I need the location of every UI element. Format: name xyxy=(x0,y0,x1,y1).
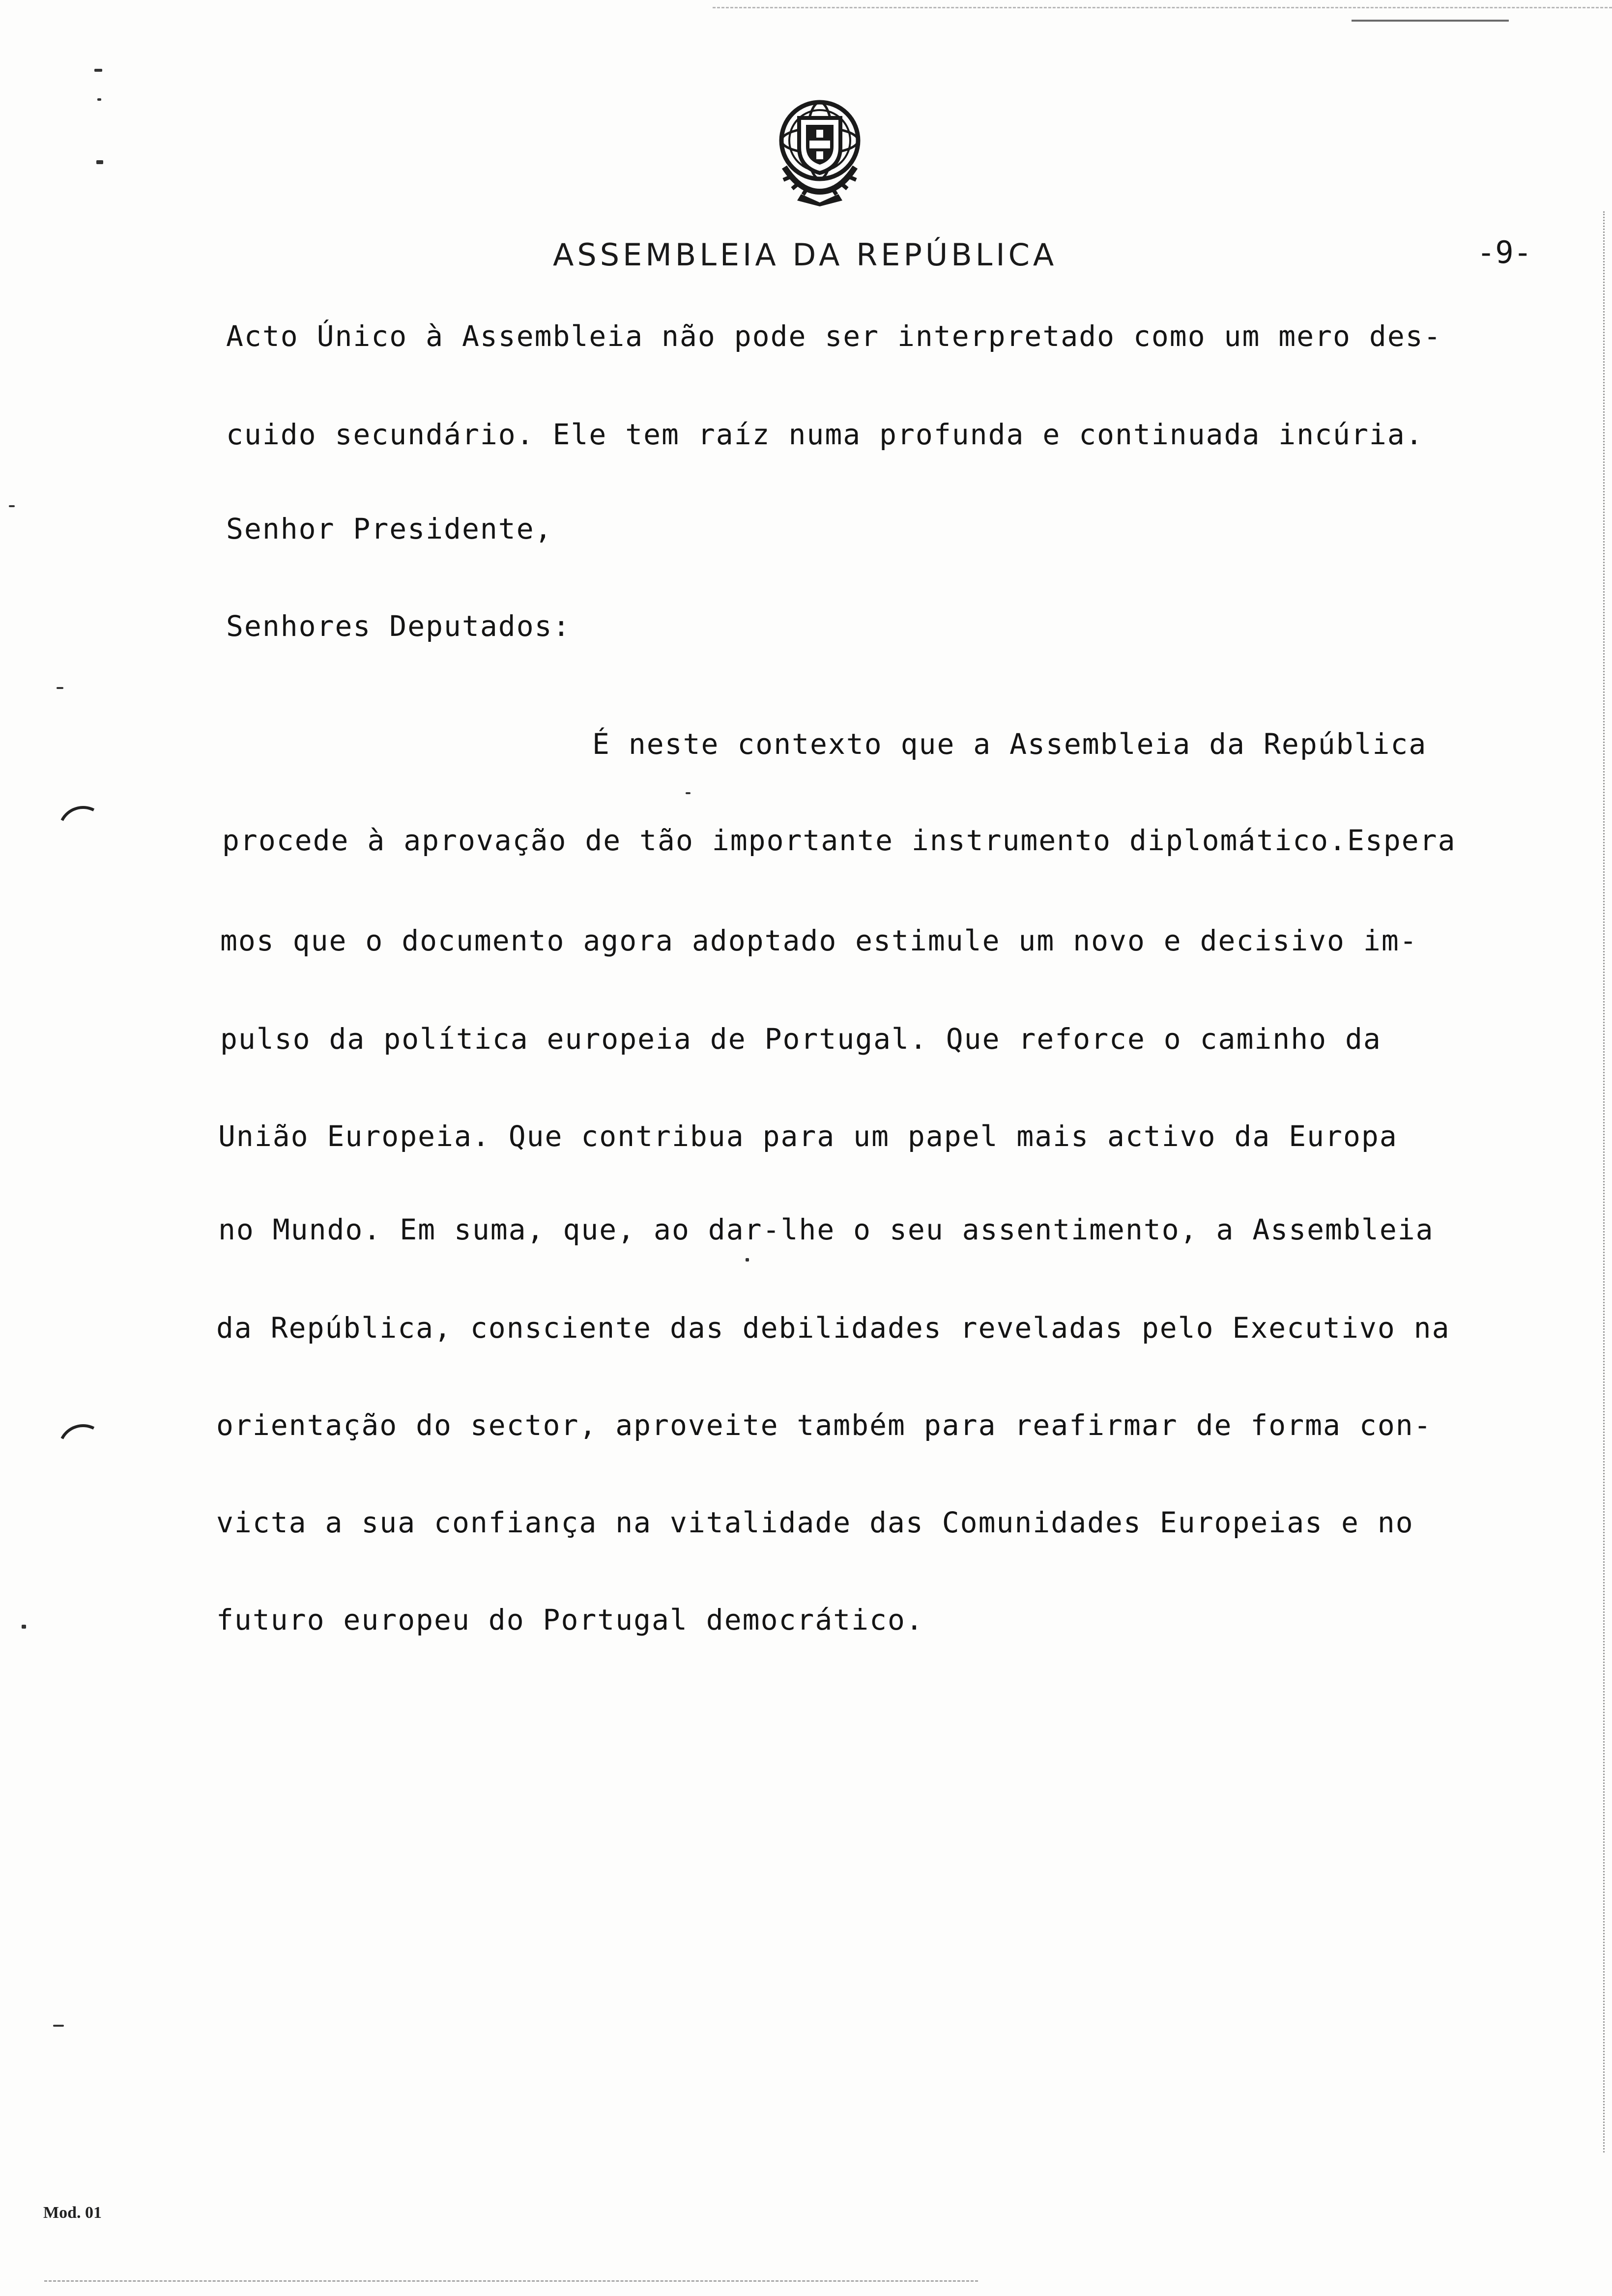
text-line: Senhor Presidente, xyxy=(226,512,553,545)
scan-edge-right xyxy=(1603,211,1605,2152)
margin-mark xyxy=(96,160,103,164)
text-line: futuro europeu do Portugal democrático. xyxy=(216,1603,924,1636)
text-line: É neste contexto que a Assembleia da República xyxy=(592,727,1427,761)
text-line: da República, consciente das debilidades reveladas pelo Executivo na xyxy=(216,1311,1450,1345)
text-line: victa a sua confiança na vitalidade das Comunidades Europeias e no xyxy=(216,1506,1414,1539)
text-line: cuido secundário. Ele tem raíz numa profunda e continuada incúria. xyxy=(226,418,1424,451)
text-line: mos que o documento agora adoptado estimule um novo e decisivo im- xyxy=(220,924,1418,957)
margin-mark xyxy=(746,1258,749,1262)
margin-mark xyxy=(57,687,63,689)
text-line: no Mundo. Em suma, que, ao dar-lhe o seu assentimento, a Assembleia xyxy=(218,1213,1434,1246)
margin-mark xyxy=(97,98,101,101)
text-line: União Europeia. Que contribua para um papel mais activo da Europa xyxy=(218,1119,1398,1153)
text-line: Senhores Deputados: xyxy=(226,609,571,643)
scan-edge-top-dark xyxy=(1352,20,1509,22)
text-line: Acto Único à Assembleia não pode ser interpretado como um mero des- xyxy=(226,319,1442,353)
margin-mark xyxy=(22,1625,26,1629)
margin-mark xyxy=(9,505,15,507)
scan-edge-bottom xyxy=(44,2280,978,2282)
margin-mark xyxy=(94,69,102,72)
text-line: procede à aprovação de tão importante instrumento diplomático.Espera xyxy=(222,824,1456,857)
margin-mark xyxy=(53,2025,64,2027)
punch-hole-mark xyxy=(52,1418,115,1481)
text-line: orientação do sector, aproveite também para reafirmar de forma con- xyxy=(216,1408,1432,1442)
page-number: -9- xyxy=(1477,234,1532,270)
margin-mark xyxy=(686,792,691,794)
punch-hole-mark xyxy=(52,800,115,863)
portuguese-coat-of-arms-icon xyxy=(771,93,869,206)
form-model-label: Mod. 01 xyxy=(43,2204,102,2222)
scan-edge-top xyxy=(713,7,1612,8)
page-title: ASSEMBLEIA DA REPÚBLICA xyxy=(553,237,1058,273)
text-line: pulso da política europeia de Portugal. Que reforce o caminho da xyxy=(220,1022,1382,1056)
